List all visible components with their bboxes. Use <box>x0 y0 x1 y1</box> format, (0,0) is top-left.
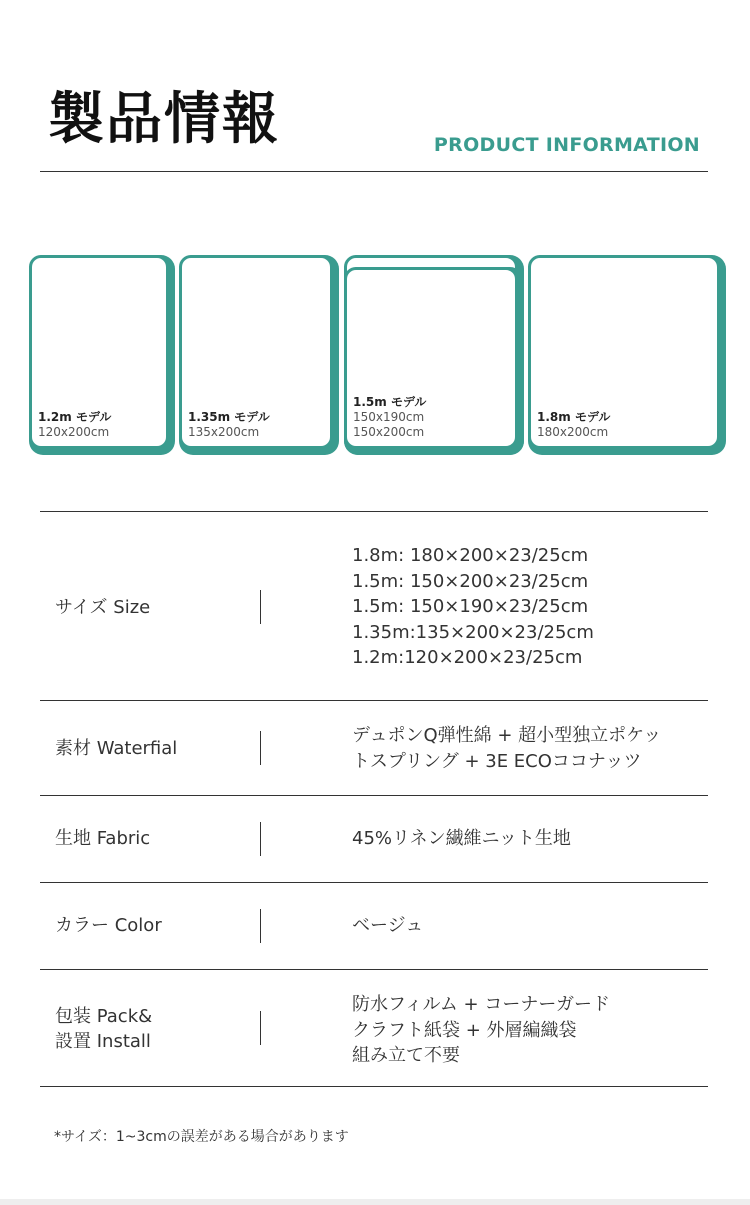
model-size: 135x200cm <box>188 425 260 439</box>
footnote: *サイズ：1~3cmの誤差がある場合があります <box>54 1129 349 1145</box>
model-card-1-5m <box>344 267 524 455</box>
spec-value: ベージュ <box>352 915 424 936</box>
spec-separator <box>260 822 261 856</box>
spec-separator <box>260 590 261 624</box>
model-size: 120x200cm <box>38 425 110 439</box>
row-divider <box>40 795 708 796</box>
spec-value: 1.8m: 180×200×23/25cm 1.5m: 150×200×23/25cm 1.5m: 150×190×23/25cm 1.35m:135×200×23/25cm 1.2m:120×200×23/25cm <box>352 545 594 669</box>
spec-label: サイズ Size <box>55 597 151 618</box>
spec-value: デュポンQ弾性綿 + 超小型独立ポケッ トスプリング + 3E ECOココナッツ <box>352 725 662 772</box>
spec-separator <box>260 1011 261 1045</box>
row-divider <box>40 969 708 970</box>
model-card-1-2m <box>29 255 175 455</box>
model-size: 150x200cm <box>353 425 425 439</box>
spec-separator <box>260 909 261 943</box>
spec-label: 素材 Waterfial <box>55 738 178 759</box>
spec-label: カラー Color <box>55 915 162 936</box>
bottom-bar <box>0 1199 750 1205</box>
spec-value: 防水フィルム + コーナーガード クラフト紙袋 + 外層編織袋 組み立て不要 <box>352 994 611 1067</box>
model-name: 1.2m モデル <box>38 410 112 424</box>
model-name: 1.8m モデル <box>537 410 611 424</box>
model-card-1-8m <box>528 255 726 455</box>
spec-label: 生地 Fabric <box>55 828 151 849</box>
spec-label: 包装 Pack& 設置 Install <box>55 1006 153 1053</box>
row-divider <box>40 882 708 883</box>
spec-separator <box>260 731 261 765</box>
page-subtitle: PRODUCT INFORMATION <box>433 134 700 156</box>
model-size: 180x200cm <box>537 425 609 439</box>
spec-value: 45%リネン繊維ニット生地 <box>352 828 571 849</box>
header-divider <box>40 171 708 172</box>
page-title: 製品情報 <box>48 87 280 152</box>
model-size: 150x190cm <box>353 410 425 424</box>
row-divider <box>40 700 708 701</box>
model-card-1-35m <box>179 255 339 455</box>
model-name: 1.5m モデル <box>353 395 427 409</box>
table-top-divider <box>40 511 708 512</box>
model-name: 1.35m モデル <box>188 410 270 424</box>
table-bottom-divider <box>40 1086 708 1087</box>
